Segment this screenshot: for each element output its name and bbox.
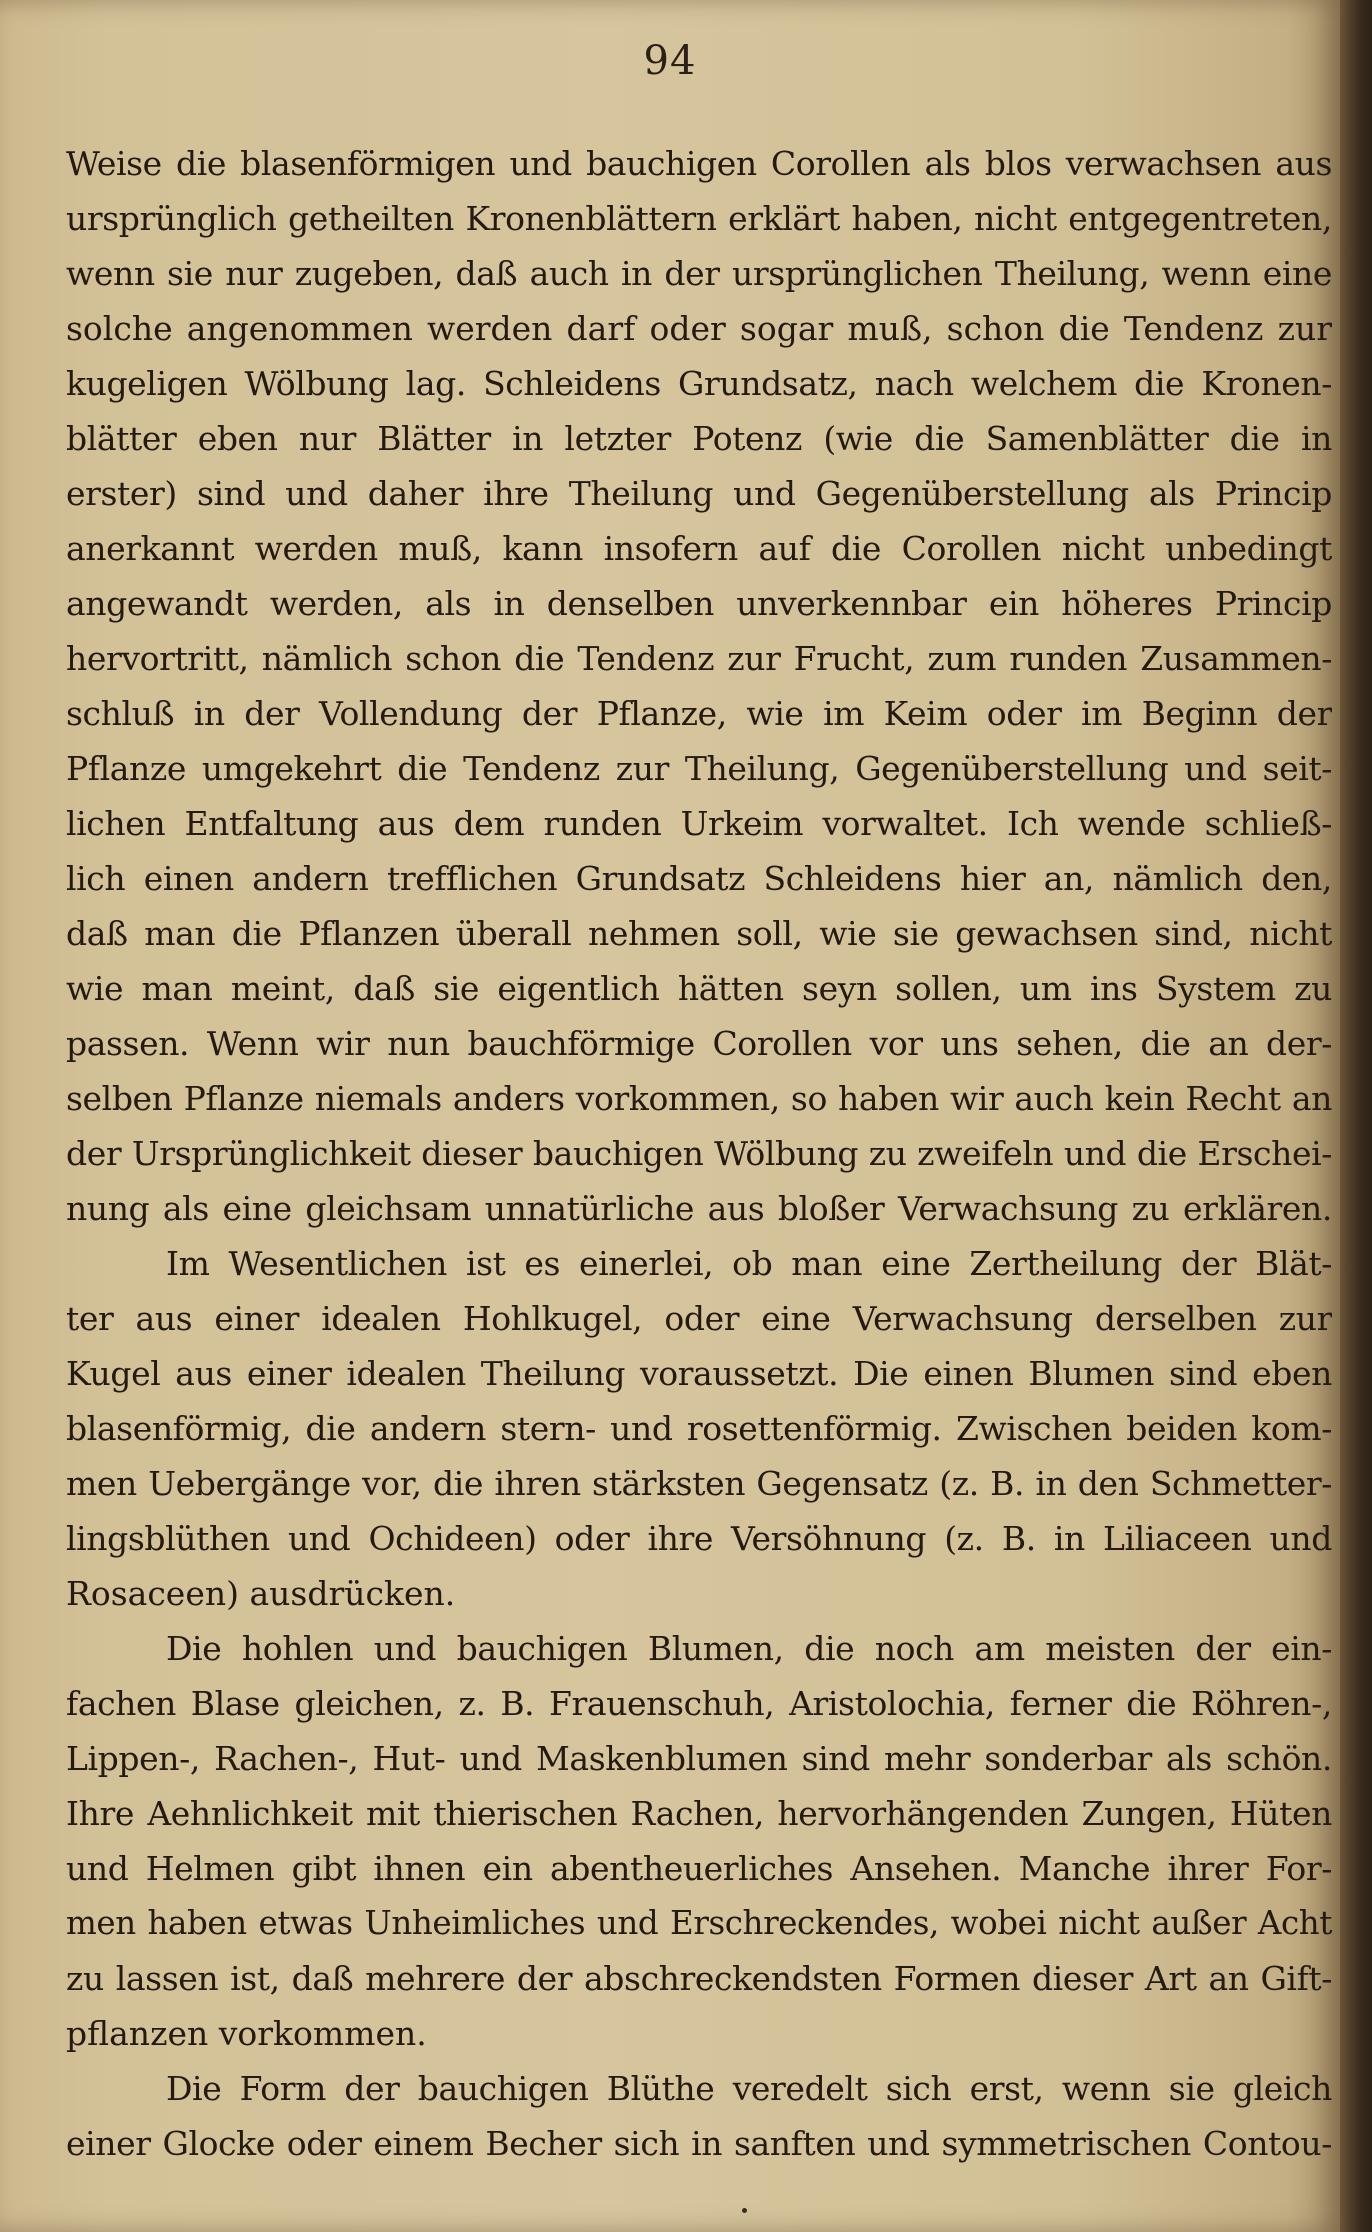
- paragraph-end-line: Rosaceen) ausdrücken.: [66, 1574, 456, 1613]
- text-line: Pflanze umgekehrt die Tendenz zur Theilung, Gegenüberstellung und seit-: [66, 749, 1332, 788]
- text-line: ter aus einer idealen Hohlkugel, oder eine Verwachsung derselben zur: [66, 1299, 1332, 1338]
- text-line: selben Pflanze niemals anders vorkommen, so haben wir auch kein Recht an: [66, 1079, 1332, 1118]
- text-line: hervortritt, nämlich schon die Tendenz zur Frucht, zum runden Zusammen-: [66, 639, 1332, 678]
- text-line: Kugel aus einer idealen Theilung voraussetzt. Die einen Blumen sind eben: [66, 1354, 1332, 1393]
- text-line: fachen Blase gleichen, z. B. Frauenschuh, Aristolochia, ferner die Röhren-,: [66, 1684, 1332, 1723]
- paragraph-start-line: Die hohlen und bauchigen Blumen, die noch am meisten der ein-: [166, 1629, 1332, 1668]
- text-line: der Ursprünglichkeit dieser bauchigen Wölbung zu zweifeln und die Erschei-: [66, 1134, 1332, 1173]
- ink-speck: [742, 2208, 747, 2213]
- text-line: schluß in der Vollendung der Pflanze, wie im Keim oder im Beginn der: [66, 694, 1332, 733]
- page-number: 94: [643, 38, 697, 84]
- paragraph-start-line: Im Wesentlichen ist es einerlei, ob man eine Zertheilung der Blät-: [166, 1244, 1332, 1283]
- text-line: zu lassen ist, daß mehrere der abschreckendsten Formen dieser Art an Gift-: [66, 1959, 1332, 1998]
- text-line: nung als eine gleichsam unnatürliche aus bloßer Verwachsung zu erklären.: [66, 1189, 1332, 1228]
- text-line: Weise die blasenförmigen und bauchigen Corollen als blos verwachsen aus: [66, 144, 1332, 183]
- paragraph-start-line: Die Form der bauchigen Blüthe veredelt sich erst, wenn sie gleich: [166, 2069, 1332, 2108]
- text-line: lichen Entfaltung aus dem runden Urkeim vorwaltet. Ich wende schließ-: [66, 804, 1332, 843]
- text-line: passen. Wenn wir nun bauchförmige Corollen vor uns sehen, die an der-: [66, 1024, 1332, 1063]
- text-line: blasenförmig, die andern stern- und rosettenförmig. Zwischen beiden kom-: [66, 1409, 1332, 1448]
- text-line: einer Glocke oder einem Becher sich in sanften und symmetrischen Contou-: [66, 2124, 1332, 2163]
- text-line: erster) sind und daher ihre Theilung und Gegenüberstellung als Princip: [66, 474, 1332, 513]
- text-line: solche angenommen werden darf oder sogar muß, schon die Tendenz zur: [66, 309, 1332, 348]
- text-line: lingsblüthen und Ochideen) oder ihre Versöhnung (z. B. in Liliaceen und: [66, 1519, 1332, 1558]
- text-line: ursprünglich getheilten Kronenblättern erklärt haben, nicht entgegentreten,: [66, 199, 1332, 238]
- text-line: wenn sie nur zugeben, daß auch in der ursprünglichen Theilung, wenn eine: [66, 254, 1332, 293]
- text-line: kugeligen Wölbung lag. Schleidens Grundsatz, nach welchem die Kronen-: [66, 364, 1332, 403]
- paragraph-end-line: pflanzen vorkommen.: [66, 2014, 427, 2053]
- text-line: Lippen-, Rachen-, Hut- und Maskenblumen sind mehr sonderbar als schön.: [66, 1739, 1332, 1778]
- text-line: angewandt werden, als in denselben unverkennbar ein höheres Princip: [66, 584, 1332, 623]
- body-text: [66, 136, 1332, 2171]
- text-line: lich einen andern trefflichen Grundsatz Schleidens hier an, nämlich den,: [66, 859, 1332, 898]
- book-binding-edge: [1340, 0, 1372, 2232]
- text-line: blätter eben nur Blätter in letzter Potenz (wie die Samenblätter die in: [66, 419, 1332, 458]
- text-line: wie man meint, daß sie eigentlich hätten seyn sollen, um ins System zu: [66, 969, 1332, 1008]
- text-line: daß man die Pflanzen überall nehmen soll, wie sie gewachsen sind, nicht: [66, 914, 1332, 953]
- text-line: anerkannt werden muß, kann insofern auf die Corollen nicht unbedingt: [66, 529, 1332, 568]
- text-line: Ihre Aehnlichkeit mit thierischen Rachen, hervorhängenden Zungen, Hüten: [66, 1794, 1332, 1833]
- text-line: und Helmen gibt ihnen ein abentheuerliches Ansehen. Manche ihrer For-: [66, 1849, 1332, 1888]
- text-line: men haben etwas Unheimliches und Erschreckendes, wobei nicht außer Acht: [66, 1904, 1332, 1942]
- text-line: men Uebergänge vor, die ihren stärksten Gegensatz (z. B. in den Schmetter-: [66, 1464, 1332, 1503]
